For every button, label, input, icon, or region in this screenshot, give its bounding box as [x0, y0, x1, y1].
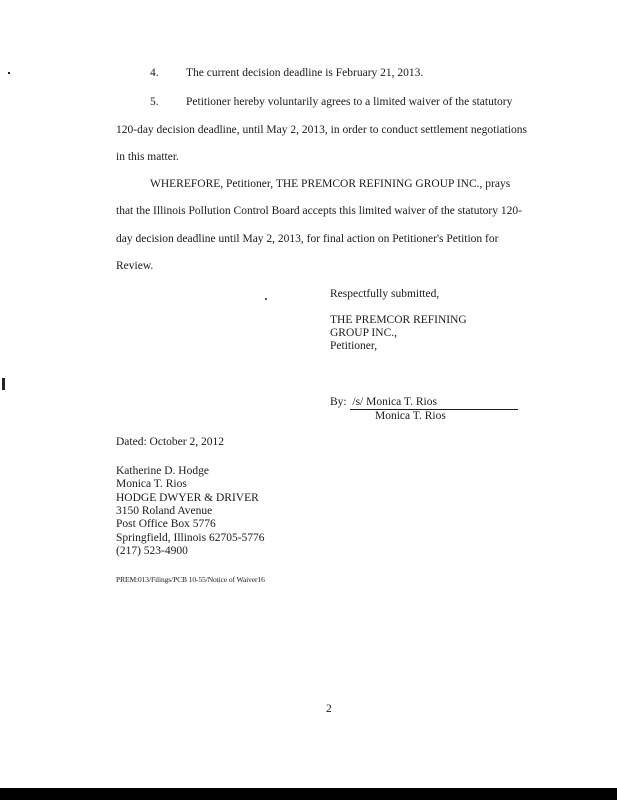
page-number: 2	[326, 703, 332, 715]
firm-name-line-1: THE PREMCOR REFINING	[330, 314, 467, 326]
file-reference: PREM:013/Filings/PCB 10-55/Notice of Waiver16	[116, 575, 265, 584]
phone-number: (217) 523-4900	[116, 544, 188, 557]
attorney-name-1: Katherine D. Hodge	[116, 465, 209, 477]
wherefore-line-1: WHEREFORE, Petitioner, THE PREMCOR REFINING GROUP INC., prays	[150, 178, 511, 190]
city-state-zip: Springfield, Illinois 62705-5776	[116, 531, 265, 544]
scan-speck	[265, 298, 267, 300]
petitioner-block	[330, 314, 467, 354]
paragraph-5-line-3: in this matter.	[116, 151, 179, 163]
scan-speck	[8, 72, 10, 74]
attorney-block	[116, 465, 265, 558]
street-address: 3150 Roland Avenue	[116, 504, 213, 517]
po-box: Post Office Box 5776	[116, 518, 216, 531]
wherefore-line-4: Review.	[116, 260, 154, 272]
signature-line	[330, 396, 518, 410]
scan-bottom-border	[0, 788, 617, 800]
wherefore-line-2: that the Illinois Pollution Control Board accepts this limited waiver of the statutory 120-	[116, 205, 522, 217]
law-firm-name: HODGE DWYER & DRIVER	[116, 491, 259, 504]
attorney-name-2: Monica T. Rios	[116, 478, 187, 491]
signature: /s/ Monica T. Rios	[350, 396, 518, 410]
scan-edge-mark	[2, 378, 5, 390]
paragraph-4	[150, 67, 423, 81]
paragraph-4-text: The current decision deadline is February 21, 2013.	[186, 67, 424, 79]
firm-name-line-2: GROUP INC.,	[330, 327, 397, 340]
paragraph-5-number: 5.	[150, 96, 159, 108]
signer-name: Monica T. Rios	[375, 410, 446, 422]
paragraph-4-number: 4.	[150, 67, 159, 79]
respectfully-submitted: Respectfully submitted,	[330, 288, 440, 300]
paragraph-5-line-2: 120-day decision deadline, until May 2, 2013, in order to conduct settlement negotiations	[116, 124, 528, 136]
by-label: By:	[330, 396, 347, 408]
paragraph-5-text-1: Petitioner hereby voluntarily agrees to a limited waiver of the statutory	[186, 96, 513, 108]
petitioner-role: Petitioner,	[330, 340, 378, 353]
paragraph-5-line-1	[150, 96, 512, 110]
dated-line: Dated: October 2, 2012	[116, 436, 224, 448]
wherefore-line-3: day decision deadline until May 2, 2013, for final action on Petitioner's Petition for	[116, 233, 499, 245]
